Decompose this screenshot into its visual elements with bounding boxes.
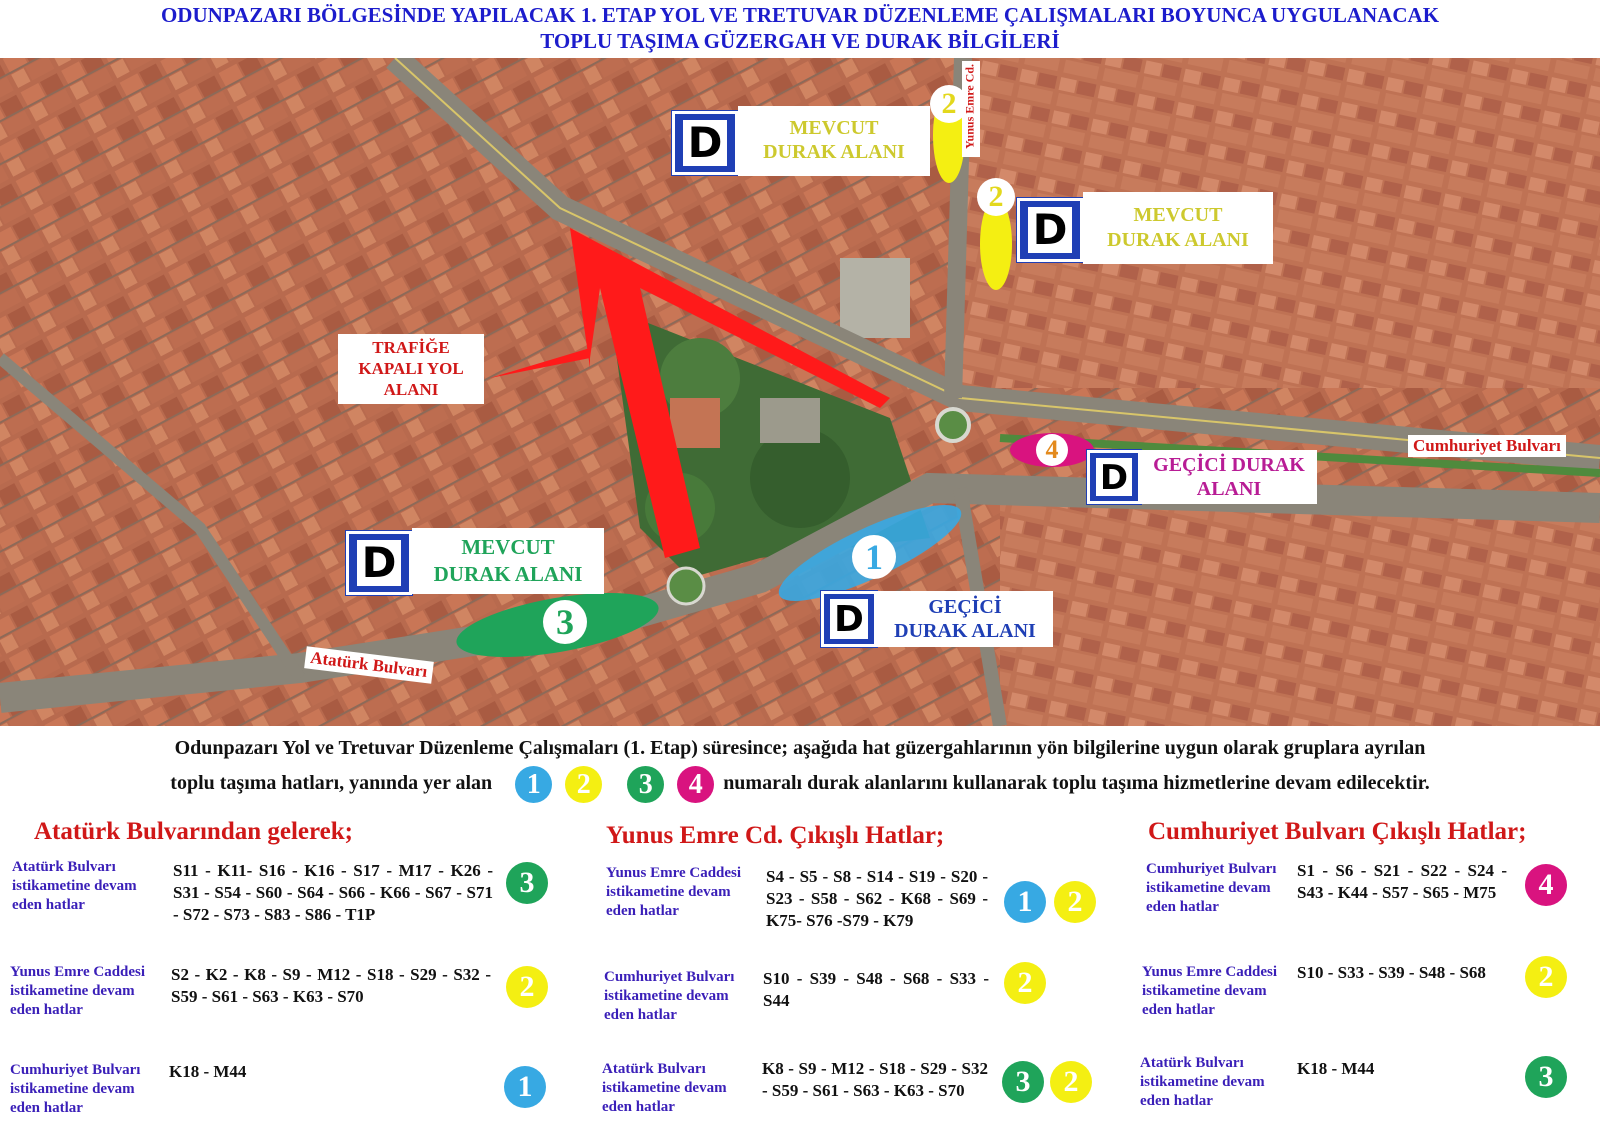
route-stop-badge: 2 [506, 966, 548, 1008]
route-stop-badge: 3 [1525, 1056, 1567, 1098]
stop-number-2-top: 2 [930, 85, 968, 123]
route-group-lines: S1 - S6 - S21 - S22 - S24 - S43 - K44 - S57 - S65 - M75 [1297, 861, 1507, 902]
route-group-lines: S4 - S5 - S8 - S14 - S19 - S20 - S23 - S58 - S62 - K68 - S69 - K75- S76 -S79 - K79 [766, 867, 988, 930]
stop-number-3: 3 [543, 600, 587, 644]
page-title [0, 2, 1600, 54]
intro-line-2: toplu taşıma hatları, yanında yer alan 1 2 3 4 numaralı durak alanlarını kullanarak toplu taşıma hizmetlerine devam edilecektir. [30, 766, 1570, 803]
street-label-yunus-emre: Yunus Emre Cd. [962, 61, 980, 157]
label-gecici-right: GEÇİCİ DURAK ALANI [1141, 450, 1317, 504]
route-stop-badge: 1 [1004, 881, 1046, 923]
stop-number-4: 4 [1036, 434, 1068, 466]
route-group-name: Yunus Emre Caddesi istikametine devam eden hatlar [10, 964, 146, 1018]
intro-line-1: Odunpazarı Yol ve Tretuvar Düzenleme Çalışmaları (1. Etap) süresince; aşağıda hat güzergahlarının yön bilgilerine uygun olarak gruplara ayrılan [174, 737, 1426, 759]
route-stop-badge: 2 [1004, 962, 1046, 1004]
route-stop-badge: 1 [504, 1066, 546, 1108]
bus-stop-sign-left: D [346, 531, 412, 595]
route-stop-badge: 2 [1525, 956, 1567, 998]
route-group-lines: S10 - S39 - S48 - S68 - S33 - S44 [763, 969, 989, 1010]
intro-stop-1-icon: 1 [515, 766, 552, 803]
label-mevcut-left: MEVCUT DURAK ALANI [412, 528, 604, 594]
bus-stop-sign-temporary-right: D [1087, 450, 1141, 504]
column-heading-ataturk: Atatürk Bulvarından gelerek; [34, 818, 353, 845]
route-group-name: Cumhuriyet Bulvarı istikametine devam eden hatlar [10, 1062, 141, 1116]
route-group-lines: S2 - K2 - K8 - S9 - M12 - S18 - S29 - S32 - S59 - S61 - S63 - K63 - S70 [171, 965, 491, 1006]
title-line-2: TOPLU TAŞIMA GÜZERGAH VE DURAK BİLGİLERİ [540, 29, 1060, 53]
stop-number-2-right: 2 [977, 178, 1015, 216]
route-stop-badge: 3 [1002, 1061, 1044, 1103]
column-heading-cumhuriyet: Cumhuriyet Bulvarı Çıkışlı Hatlar; [1148, 818, 1527, 845]
intro-paragraph [30, 734, 1570, 803]
street-label-cumhuriyet: Cumhuriyet Bulvarı [1408, 435, 1566, 457]
intro-stop-2-icon: 2 [565, 766, 602, 803]
route-group-name: Yunus Emre Caddesi istikametine devam eden hatlar [606, 865, 742, 919]
bus-stop-sign-top: D [672, 111, 738, 175]
intro-stop-4-icon: 4 [677, 766, 714, 803]
route-stop-badge: 2 [1054, 881, 1096, 923]
bus-stop-sign-right: D [1017, 198, 1083, 262]
route-group-lines: K18 - M44 [169, 1062, 247, 1081]
stop-number-1: 1 [852, 535, 896, 579]
route-group-name: Cumhuriyet Bulvarı istikametine devam eden hatlar [1146, 861, 1277, 915]
route-group-name: Yunus Emre Caddesi istikametine devam eden hatlar [1142, 964, 1278, 1018]
route-stop-badge: 3 [506, 862, 548, 904]
route-group-name: Atatürk Bulvarı istikametine devam eden hatlar [602, 1061, 727, 1115]
column-heading-yunus-emre: Yunus Emre Cd. Çıkışlı Hatlar; [606, 822, 945, 849]
label-gecici-bottom: GEÇİCİ DURAK ALANI [877, 591, 1053, 647]
label-mevcut-right: MEVCUT DURAK ALANI [1083, 192, 1273, 264]
route-group-name: Cumhuriyet Bulvarı istikametine devam eden hatlar [604, 969, 735, 1023]
route-group-name: Atatürk Bulvarı istikametine devam eden hatlar [1140, 1055, 1265, 1109]
route-group-name: Atatürk Bulvarı istikametine devam eden hatlar [12, 859, 137, 913]
route-group-lines: K8 - S9 - M12 - S18 - S29 - S32 - S59 - S61 - S63 - K63 - S70 [762, 1059, 988, 1100]
label-mevcut-top: MEVCUT DURAK ALANI [738, 106, 930, 176]
route-stop-badge: 4 [1525, 864, 1567, 906]
intro-stop-3-icon: 3 [627, 766, 664, 803]
label-closed-road: TRAFİĞE KAPALI YOL ALANI [338, 334, 484, 404]
route-group-lines: S10 - S33 - S39 - S48 - S68 [1297, 963, 1486, 982]
bus-stop-sign-temporary-bottom: D [821, 591, 877, 647]
route-group-lines: K18 - M44 [1297, 1059, 1375, 1078]
title-line-1: ODUNPAZARI BÖLGESİNDE YAPILACAK 1. ETAP YOL VE TRETUVAR DÜZENLEME ÇALIŞMALARI BOYUNCA UYGULANACAK [160, 3, 1440, 27]
route-group-lines: S11 - K11- S16 - K16 - S17 - M17 - K26 - S31 - S54 - S60 - S64 - S66 - K66 - S67 - S71 - S72 - S73 - S83 - S86 - T1P [173, 861, 493, 924]
street-label-ataturk: Atatürk Bulvarı [304, 646, 433, 683]
route-stop-badge: 2 [1050, 1061, 1092, 1103]
aerial-map [0, 58, 1600, 726]
